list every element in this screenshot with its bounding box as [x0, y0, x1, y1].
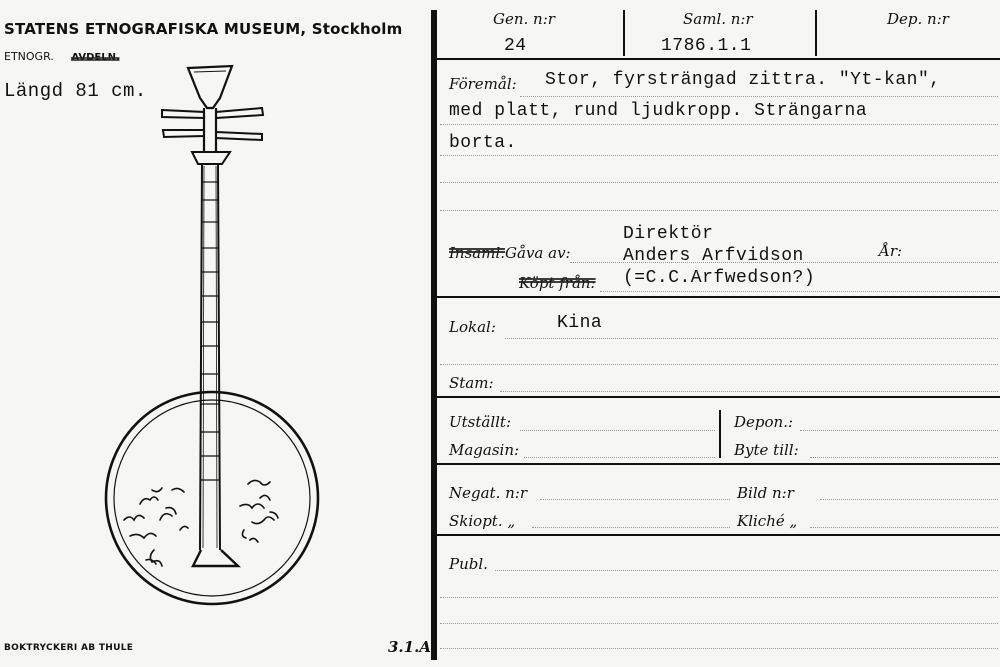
- saml-value: 1786.1.1: [661, 36, 752, 56]
- ar-label: År:: [879, 242, 903, 260]
- utstallt-label: Utställt:: [449, 413, 512, 431]
- depon-label: Depon.:: [734, 413, 794, 431]
- lokal-label: Lokal:: [449, 318, 496, 336]
- lute-neck: [192, 152, 238, 566]
- donor-label-row: [449, 244, 571, 262]
- dotline: [524, 457, 715, 458]
- dotline: [440, 210, 998, 211]
- museum-header: [4, 20, 402, 38]
- dotline: [520, 96, 998, 97]
- card-code: 3.1.A.: [388, 638, 437, 656]
- dotline: [505, 338, 998, 339]
- dotline: [532, 527, 730, 528]
- struck-word: AVDELN.: [71, 52, 120, 63]
- dotline: [440, 623, 998, 624]
- foremal-line-3: borta.: [449, 133, 517, 153]
- stam-rule: [437, 396, 1000, 398]
- magasin-label: Magasin:: [449, 441, 520, 459]
- header-divider-2: [815, 10, 817, 56]
- dotline: [440, 648, 998, 649]
- negat-label: Negat. n:r: [449, 484, 527, 502]
- header-rule: [437, 58, 1000, 60]
- lute-body: [106, 392, 318, 604]
- storage-divider: [719, 410, 721, 458]
- donor-line-1: Direktör: [623, 224, 714, 244]
- dotline: [495, 570, 998, 571]
- skiopt-label: Skiopt. „: [449, 512, 516, 530]
- length-note: Längd 81 cm.: [4, 80, 147, 102]
- department-label: ETNOGR.: [4, 50, 54, 63]
- dotline: [800, 430, 998, 431]
- kliche-label: Kliché „: [737, 512, 798, 530]
- donor-rule: [437, 296, 1000, 298]
- printer-mark: BOKTRYCKERI AB THULE: [4, 643, 134, 653]
- dotline: [820, 499, 998, 500]
- gen-value: 24: [504, 36, 527, 56]
- museum-city: Stockholm: [311, 20, 403, 38]
- donor-line-3: (=C.C.Arfwedson?): [623, 268, 816, 288]
- gava-label: Gåva av:: [505, 244, 571, 262]
- dotline: [520, 430, 715, 431]
- dotline: [810, 457, 998, 458]
- dotline: [440, 155, 998, 156]
- museum-name: STATENS ETNOGRAFISKA MUSEUM,: [4, 20, 307, 38]
- bild-label: Bild n:r: [737, 484, 794, 502]
- dotline: [440, 597, 998, 598]
- foremal-line-2: med platt, rund ljudkropp. Strängarna: [449, 101, 868, 121]
- byte-label: Byte till:: [734, 441, 799, 459]
- storage-rule: [437, 463, 1000, 465]
- struck-insaml: Insaml.: [449, 244, 506, 262]
- lute-illustration: [100, 60, 330, 620]
- dotline: [570, 262, 998, 263]
- saml-label: Saml. n:r: [683, 10, 753, 28]
- dotline: [500, 391, 998, 392]
- kopt-label: Köpt från:: [519, 274, 596, 292]
- tuning-pegs: [162, 108, 263, 140]
- header-divider-1: [623, 10, 625, 56]
- dotline: [540, 499, 730, 500]
- lokal-value: Kina: [557, 313, 603, 333]
- main-divider: [431, 10, 437, 660]
- publ-label: Publ.: [449, 555, 488, 573]
- dotline: [440, 364, 998, 365]
- dotline: [440, 182, 998, 183]
- dotline: [440, 124, 998, 125]
- dotline: [810, 527, 998, 528]
- stam-label: Stam:: [449, 374, 494, 392]
- photo-rule: [437, 534, 1000, 536]
- donor-line-2: Anders Arfvidson: [623, 246, 804, 266]
- gen-label: Gen. n:r: [493, 10, 555, 28]
- foremal-line-1: Stor, fyrsträngad zittra. "Yt-kan",: [545, 70, 941, 90]
- foremal-label: Föremål:: [449, 75, 517, 93]
- dotline: [600, 291, 998, 292]
- dep-label: Dep. n:r: [887, 10, 949, 28]
